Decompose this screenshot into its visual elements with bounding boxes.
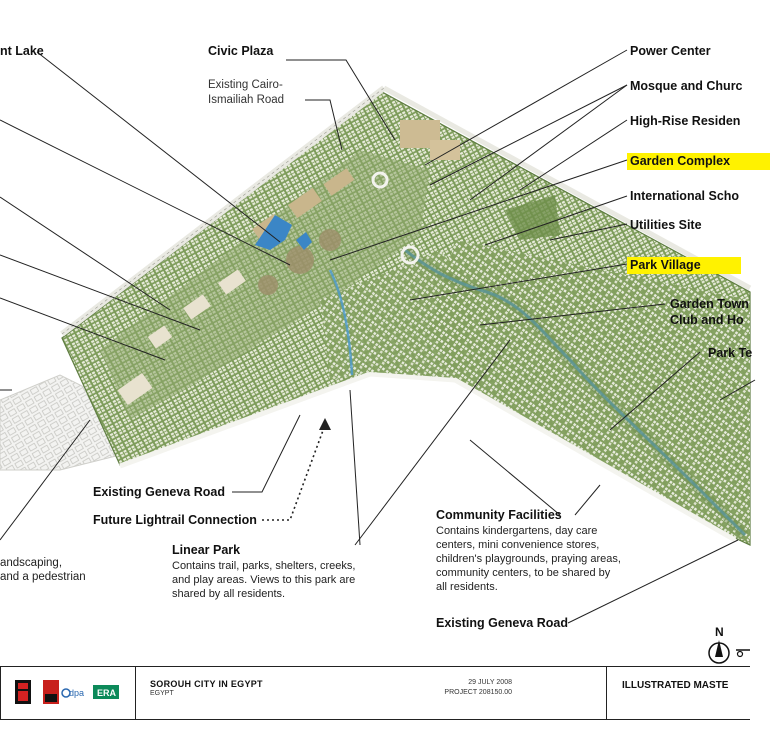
- sheet-title: ILLUSTRATED MASTE: [622, 680, 729, 691]
- mec-logo: [15, 680, 31, 704]
- north-arrow-icon: [700, 624, 750, 668]
- intermediate-logo: [43, 680, 59, 704]
- international-school-label: International Scho: [630, 189, 740, 203]
- garden-town-label-2: Club and Ho: [670, 313, 744, 327]
- lake-label: nt Lake: [0, 44, 44, 58]
- north-label: N: [715, 625, 724, 639]
- community-facilities-label: Community Facilities: [436, 508, 562, 522]
- mosque-label: Mosque and Churc: [630, 79, 743, 93]
- cairo-road-label-2: Ismailiah Road: [208, 94, 285, 106]
- park-te-label: Park Te: [708, 346, 753, 360]
- svg-text:ERA: ERA: [97, 688, 117, 698]
- high-rise-label: High-Rise Residen: [630, 114, 741, 128]
- park-village-label: Park Village: [627, 257, 741, 274]
- civic-plaza-label: Civic Plaza: [208, 44, 274, 58]
- title-block: [0, 666, 750, 720]
- linear-park-description: Contains trail, parks, shelters, creeks, and play areas. Views to this park are shared by all residents.: [172, 560, 356, 600]
- project-date: 29 JULY 2008: [468, 679, 512, 686]
- garden-town-label-1: Garden Town: [670, 297, 749, 311]
- power-center-label: Power Center: [630, 44, 711, 58]
- garden-complex-label: Garden Complex: [627, 153, 770, 170]
- utilities-site-label: Utilities Site: [630, 218, 702, 232]
- dpa-logo: [60, 684, 85, 700]
- community-facilities-description: Contains kindergartens, day care centers, mini convenience stores, children's playgrounds, praying areas, community centers, to be shared by all residents.: [436, 525, 621, 593]
- geneva-road-top-label: Existing Geneva Road: [93, 485, 225, 499]
- left-description: andscaping, and a pedestrian: [0, 557, 86, 583]
- svg-text:dpa: dpa: [69, 688, 85, 698]
- geneva-road-bottom-label: Existing Geneva Road: [436, 616, 568, 630]
- cairo-road-label-1: Existing Cairo-: [208, 79, 283, 91]
- era-logo: [93, 685, 119, 699]
- linear-park-label: Linear Park: [172, 543, 241, 557]
- project-location: EGYPT: [150, 690, 174, 697]
- project-name: SOROUH CITY IN EGYPT: [150, 679, 263, 689]
- project-number: PROJECT 208150.00: [444, 689, 512, 696]
- lightrail-label: Future Lightrail Connection: [93, 513, 257, 527]
